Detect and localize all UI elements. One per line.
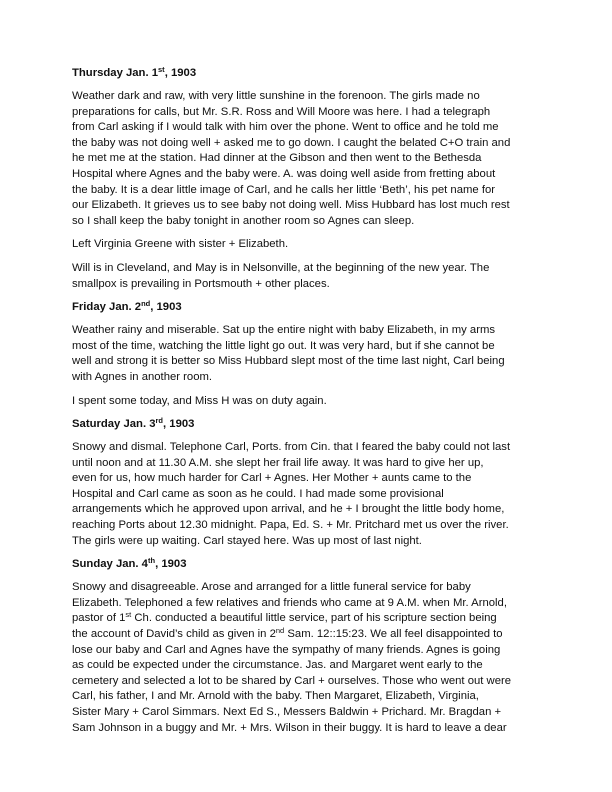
entry-paragraph (72, 89, 556, 229)
text-line: our Elizabeth. It grieves us to see baby not doing well. Miss Hubbard has lost much rest (72, 199, 510, 212)
text-line: Elizabeth. Telephoned a few relatives and friends who came at 9 A.M. when Mr. Arnold, (72, 596, 507, 609)
text-line: smallpox is prevailing in Portsmouth + other places. (72, 277, 330, 290)
entry-date-heading: Sunday Jan. 4th, 1903 (72, 556, 187, 571)
text-line: well and strong it is better so Miss Hubbard slept most of the time last night, Carl being (72, 355, 505, 368)
text-line: Sam Johnson in a buggy and Mr. + Mrs. Wilson in their buggy. It is hard to leave a dear (72, 721, 507, 734)
entry-paragraph (72, 261, 556, 292)
text-line: with Agnes in another room. (72, 370, 213, 383)
text-line: arrangements which he approved upon arrival, and he + I brought the little body home, (72, 503, 505, 516)
text-line: pastor of 1st Ch. conducted a beautiful little service, part of his scripture section being (72, 610, 497, 625)
diary-entry (72, 557, 556, 736)
text-line: reaching Ports about 12.30 midnight. Papa, Ed. S. + Mr. Pritchard met us over the river. (72, 519, 509, 532)
entry-paragraph (72, 237, 556, 253)
text-line: cemetery and selected a lot to be shared by Carl + ourselves. Those who went out were (72, 674, 512, 687)
text-line: Weather rainy and miserable. Sat up the entire night with baby Elizabeth, in my arms (72, 324, 496, 337)
text-line: the baby. It is a dear little image of Carl, and he calls her little ‘Beth’, his pet name for (72, 183, 496, 196)
text-line: as could be expected under the circumstance. Jas. and Margaret went early to the (72, 659, 483, 672)
text-line: The girls were up waiting. Carl stayed here. Was up most of last night. (72, 534, 422, 547)
text-line: Hospital where Agnes and the baby were. A. was doing well aside from fretting about (72, 167, 496, 180)
text-line: lose our baby and Carl and Agnes have the sympathy of many friends. Agnes is going (72, 643, 501, 656)
text-line: from Carl asking if I would talk with him over the phone. Went to office and he told me (72, 121, 499, 134)
diary-page (72, 66, 556, 744)
entry-paragraph (72, 323, 556, 385)
text-line: most of the time, watching the little light go out. It was very hard, but if she cannot be (72, 339, 495, 352)
entry-paragraph (72, 580, 556, 736)
text-line: Snowy and dismal. Telephone Carl, Ports. from Cin. that I feared the baby could not last (72, 441, 511, 454)
text-line: even for us, how much harder for Carl + Agnes. Her Mother + aunts came to the (72, 472, 472, 485)
text-line: Sister Mary + Carol Simmars. Next Ed S., Messers Baldwin + Prichard. Mr. Bragdan + (72, 706, 502, 718)
text-line: Hospital and Carl came as soon as he could. I had made some provisional (72, 487, 444, 500)
text-line: the baby was not doing well + asked me to go down. I caught the belated C+O train and (72, 136, 511, 149)
diary-entry (72, 66, 556, 292)
text-line: Will is in Cleveland, and May is in Nelsonville, at the beginning of the new year. The (72, 261, 490, 274)
text-line: Snowy and disagreeable. Arose and arranged for a little funeral service for baby (72, 581, 471, 594)
text-line: Left Virginia Greene with sister + Elizabeth. (72, 238, 289, 251)
entry-date-heading: Saturday Jan. 3rd, 1903 (72, 416, 195, 431)
text-line: Carl, his father, I and Mr. Arnold with the baby. Then Margaret, Elizabeth, Virginia, (72, 690, 479, 703)
text-line: Weather dark and raw, with very little sunshine in the forenoon. The girls made no (72, 90, 480, 102)
text-line: I spent some today, and Miss H was on duty again. (72, 394, 327, 407)
text-line: the account of David’s child as given in 2nd Sam. 12::15:23. We all feel disappointed to (72, 626, 503, 641)
text-line: until noon and at 11.30 A.M. she slept her frail life away. It was hard to give her up, (72, 456, 484, 469)
diary-entry (72, 417, 556, 549)
entry-paragraph (72, 394, 556, 410)
text-line: preparations for calls, but Mr. S.R. Ross and Will Moore was here. I had a telegraph (72, 105, 491, 118)
entry-date-heading: Friday Jan. 2nd, 1903 (72, 299, 182, 314)
diary-entry (72, 300, 556, 409)
entry-date-heading: Thursday Jan. 1st, 1903 (72, 65, 197, 79)
text-line: he met me at the station. Had dinner at the Gibson and then went to the Bethesda (72, 152, 482, 165)
text-line: so I shall keep the baby tonight in another room so Agnes can sleep. (72, 214, 415, 227)
entry-paragraph (72, 440, 556, 549)
